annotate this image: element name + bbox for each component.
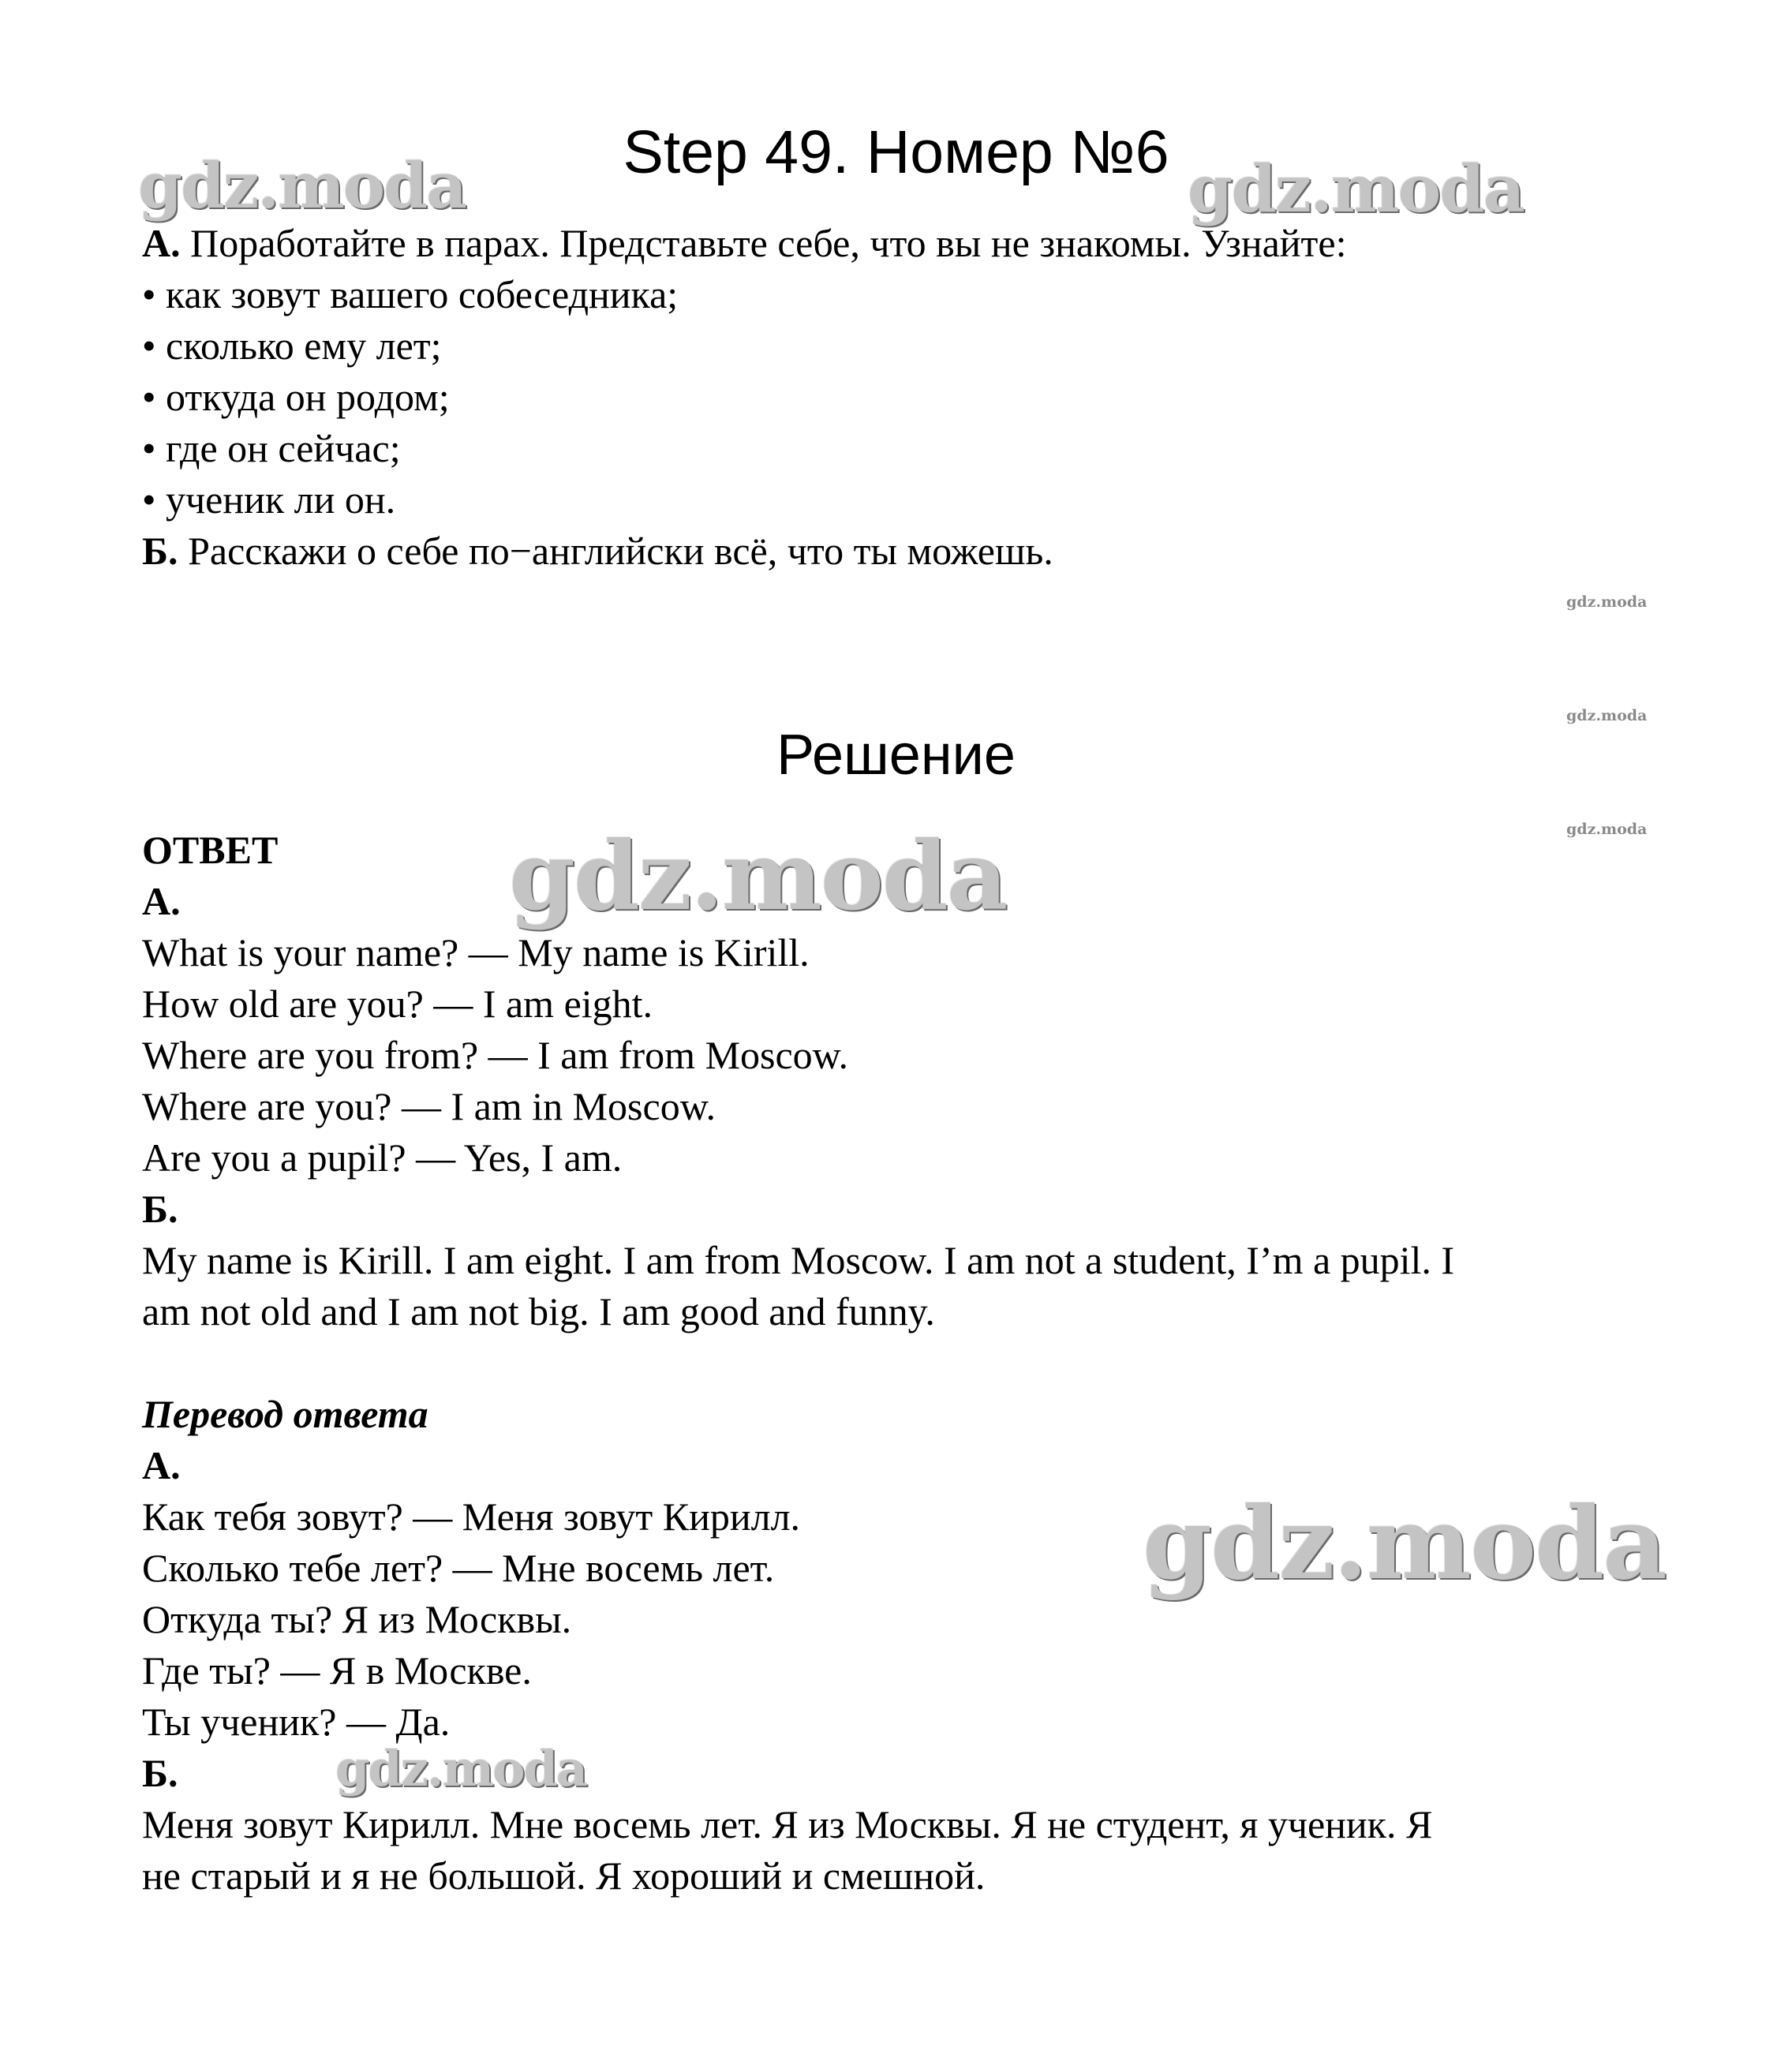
- watermark-logo: gdz.moda: [335, 1740, 586, 1797]
- translation-b-line: Меня зовут Кирилл. Мне восемь лет. Я из Москвы. Я не студент, я ученик. Я: [142, 1802, 1433, 1846]
- translation-title: Перевод ответа: [142, 1392, 428, 1436]
- translation-a-line: Где ты? — Я в Москве.: [142, 1648, 532, 1693]
- translation-a-line: Как тебя зовут? — Меня зовут Кирилл.: [142, 1494, 801, 1539]
- answer-a-line: What is your name? — My name is Kirill.: [142, 930, 810, 974]
- answer-a-line: How old are you? — I am eight.: [142, 982, 653, 1026]
- task-a-marker: А.: [142, 221, 181, 265]
- watermark-logo: gdz.moda: [509, 821, 1007, 932]
- answer-a-line: Where are you from? — I am from Moscow.: [142, 1033, 849, 1077]
- answer-b-line: My name is Kirill. I am eight. I am from Moscow. I am not a student, I’m a pupil. I: [142, 1238, 1455, 1282]
- translation-a-line: Откуда ты? Я из Москвы.: [142, 1597, 572, 1641]
- task-b-marker: Б.: [142, 529, 178, 573]
- task-b-line: [142, 526, 1053, 576]
- solution-title: Решение: [776, 724, 1016, 787]
- task-bullet: • откуда он родом;: [142, 375, 450, 419]
- answer-b-label: Б.: [142, 1187, 178, 1231]
- translation-a-line: Ты ученик? — Да.: [142, 1700, 451, 1744]
- task-b-text: Расскажи о себе по−английски всё, что ты можешь.: [178, 529, 1053, 573]
- watermark-small: gdz.moda: [1566, 593, 1648, 611]
- task-bullet: • ученик ли он.: [142, 477, 396, 522]
- answer-label: ОТВЕТ: [142, 828, 279, 872]
- watermark-small: gdz.moda: [1566, 707, 1648, 724]
- watermark-logo: gdz.moda: [1188, 151, 1524, 227]
- translation-a-label: А.: [142, 1443, 181, 1487]
- task-a-line: [142, 218, 1346, 268]
- answer-a-line: Where are you? — I am in Moscow.: [142, 1084, 716, 1128]
- page-title: Step 49. Номер №6: [623, 118, 1169, 186]
- task-bullet: • сколько ему лет;: [142, 324, 442, 368]
- task-a-text: Поработайте в парах. Представьте себе, что вы не знакомы. Узнайте:: [180, 221, 1347, 265]
- answer-a-label: А.: [142, 879, 181, 923]
- watermark-logo: gdz.moda: [1143, 1485, 1666, 1602]
- answer-b-line: am not old and I am not big. I am good and funny.: [142, 1289, 935, 1333]
- answer-a-line: Are you a pupil? — Yes, I am.: [142, 1135, 623, 1180]
- watermark-small: gdz.moda: [1566, 821, 1648, 838]
- task-bullet: • как зовут вашего собеседника;: [142, 272, 679, 316]
- watermark-logo: gdz.moda: [138, 148, 466, 223]
- task-bullet: • где он сейчас;: [142, 426, 401, 470]
- translation-b-line: не старый и я не большой. Я хороший и смешной.: [142, 1853, 986, 1898]
- translation-b-label: Б.: [142, 1751, 178, 1795]
- translation-a-line: Сколько тебе лет? — Мне восемь лет.: [142, 1546, 775, 1590]
